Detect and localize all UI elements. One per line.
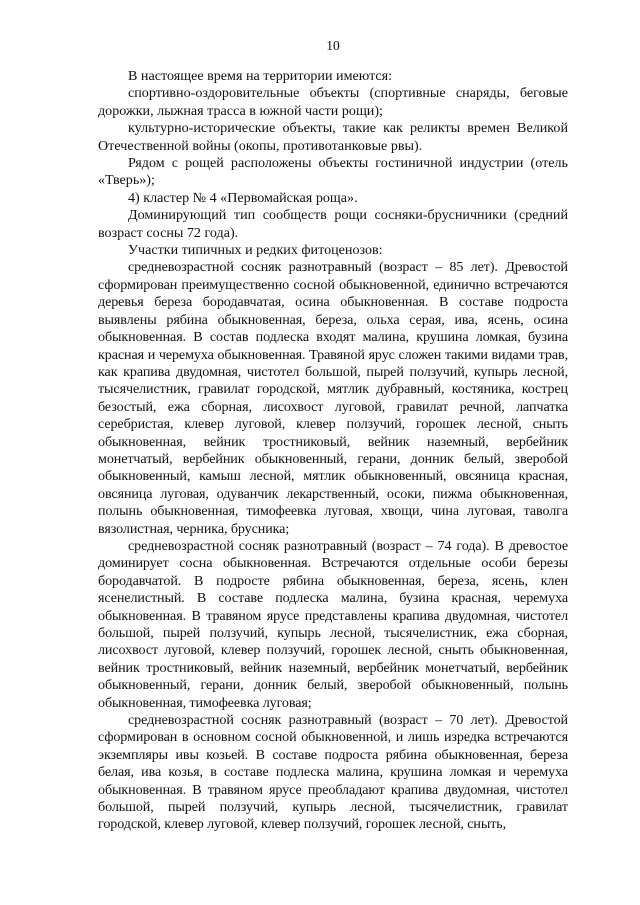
paragraph-phytocenoses-heading: Участки типичных и редких фитоценозов: [128,242,383,259]
paragraph-pine-85: средневозрастной сосняк разнотравный (возраст – 85 лет). Древостой сформирован преимущественно сосной обыкновенной, единично встречаются деревья береза бородавчатая, осина обыкновенная. В составе подроста выявлены рябина обыкновенная, береза, ольха серая, ива, ясень, осина обыкновенная. В состав подлеска входят малина, крушина ломкая, бузина красная и черемуха обыкновенная. Травяной ярус сложен такими видами трав, как крапива двудомная, чистотел большой, пырей ползучий, купырь лесной, тысячелистник, гравилат городской, мятлик дубравный, костяника, кострец безостый, ежа сборная, лисохвост луговой, гравилат речной, лапчатка серебристая, клевер луговой, клевер ползучий, горошек лесной, сныть обыкновенная, вейник тростниковый, вейник наземный, вербейник монетчатый, вербейник обыкновенный, герани, донник белый, зверобой обыкновенный, камыш лесной, мятлик обыкновенный, овсяница красная, овсяница луговая, одуванчик лекарственный, осоки, пижма обыкновенная, полынь обыкновенная, тимофеевка луговая, хвощи, чина луговая, таволга вязолистная, черника, брусника; [98,259,568,537]
paragraph-pine-74: средневозрастной сосняк разнотравный (возраст – 74 года). В древостое доминирует сосна обыкновенная. Встречаются отдельные особи березы бородавчатой. В подросте рябина обыкновенная, береза, ясень, клен ясенелистный. В составе подлеска малина, бузина красная, черемуха обыкновенная. В травяном ярусе представлены крапива двудомная, чистотел большой, пырей ползучий, купырь лесной, тысячелистник, ежа сборная, лисохвост луговой, клевер ползучий, горошек лесной, сныть обыкновенная, вейник тростниковый, вейник наземный, вербейник монетчатый, вербейник обыкновенный, герани, донник белый, зверобой обыкновенный, полынь обыкновенная, тимофеевка луговая; [98,537,568,711]
document-body [98,68,568,834]
paragraph-cluster-4: 4) кластер № 4 «Первомайская роща». [128,189,358,206]
page-number: 10 [326,38,340,53]
paragraph-territory-intro: В настоящее время на территории имеются: [128,68,393,84]
document-page [98,0,568,905]
paragraph-hotel: Рядом с рощей расположены объекты гостиничной индустрии (отель «Тверь»); [98,155,568,189]
paragraph-pine-70: средневозрастной сосняк разнотравный (возраст – 70 лет). Древостой сформирован в основном сосной обыкновенной, и лишь изредка встречаются экземпляры ивы козьей. В составе подроста рябина обыкновенная, береза белая, ива козья, в составе подлеска малина, крушина ломкая и черемуха обыкновенная. В травяном ярусе преобладают крапива двудомная, чистотел большой, пырей ползучий, купырь лесной, тысячелистник, гравилат городской, клевер луговой, клевер ползучий, горошек лесной, сныть, [98,712,568,833]
paragraph-cultural-objects: культурно-исторические объекты, такие как реликты времен Великой Отечественной войны (окопы, противотанковые рвы). [98,120,568,154]
paragraph-sports-objects: спортивно-оздоровительные объекты (спортивные снаряды, беговые дорожки, лыжная трасса в южной части рощи); [98,85,568,119]
paragraph-dominant-type: Доминирующий тип сообществ рощи сосняки-брусничники (средний возраст сосны 72 года). [98,207,568,241]
